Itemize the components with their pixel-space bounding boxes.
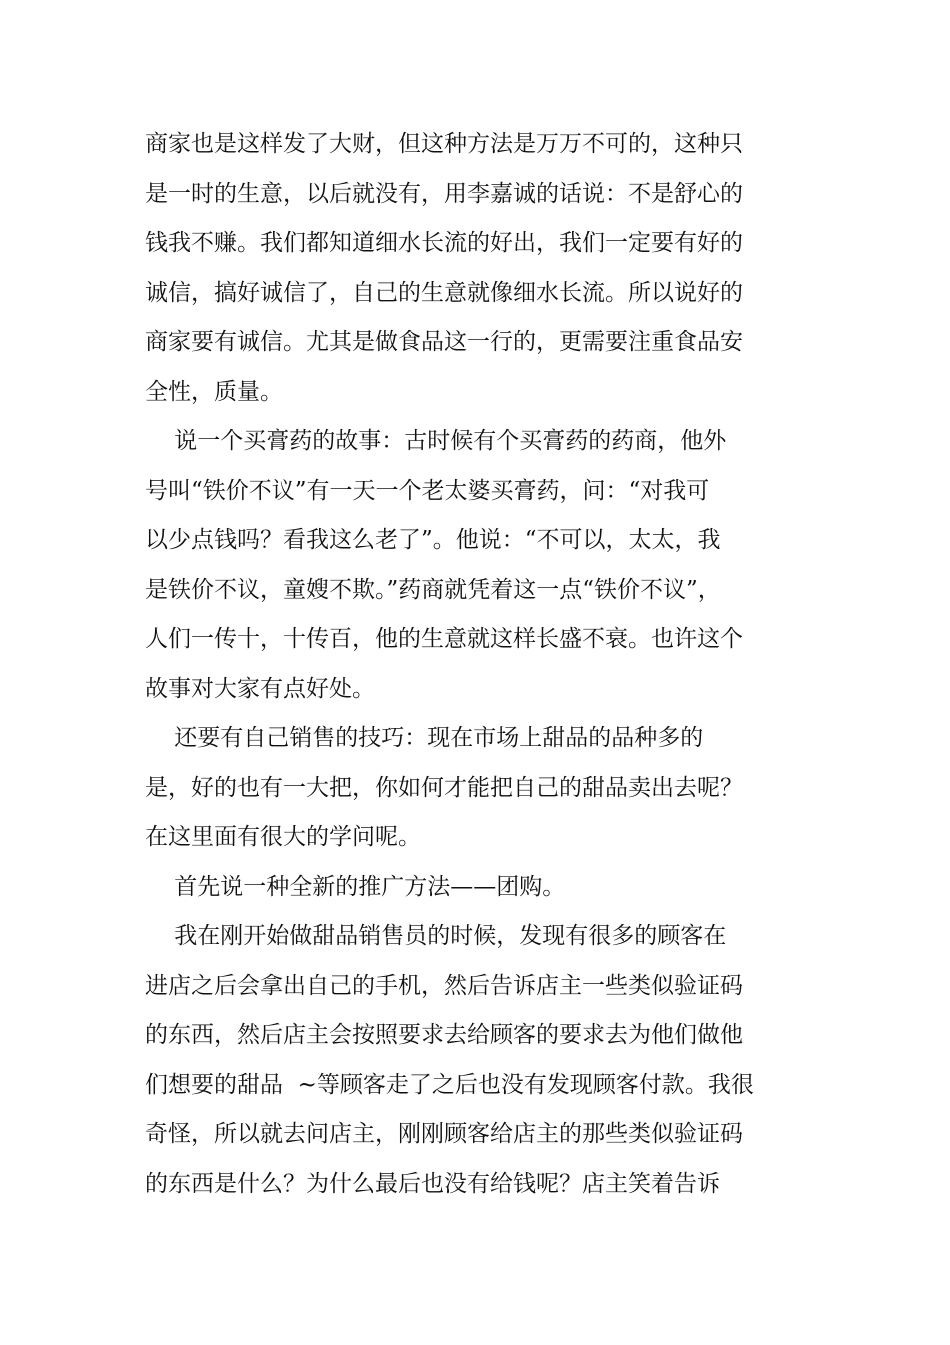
text-line: 在这里面有很大的学问呢。 xyxy=(145,824,421,850)
text-line: 是铁价不议，童嫂不欺。”药商就凭着这一点“铁价不议”， xyxy=(145,576,721,603)
text-line: 进店之后会拿出自己的手机，然后告诉店主一些类似验证码 xyxy=(145,972,743,999)
text-line: 是，好的也有一大把，你如何才能把自己的甜品卖出去呢？ xyxy=(145,774,743,801)
text-line: 说一个买膏药的故事：古时候有个买膏药的药商，他外 xyxy=(145,428,727,454)
text-line: 我在刚开始做甜品销售员的时候，发现有很多的顾客在 xyxy=(145,923,727,949)
text-line: 的东西是什么？为什么最后也没有给钱呢？店主笑着告诉 xyxy=(145,1170,720,1197)
text-line: 奇怪，所以就去问店主，刚刚顾客给店主的那些类似验证码 xyxy=(145,1121,743,1147)
text-line: 诚信，搞好诚信了，自己的生意就像细水长流。所以说好的 xyxy=(145,279,743,306)
text-line: 商家要有诚信。尤其是做食品这一行的，更需要注重食品安 xyxy=(145,329,743,355)
text-line: 商家也是这样发了大财，但这种方法是万万不可的，这种只 xyxy=(145,131,743,157)
text-line: 的东西，然后店主会按照要求去给顾客的要求去为他们做他 xyxy=(145,1022,743,1048)
body-text xyxy=(145,120,755,1209)
text-line: 钱我不赚。我们都知道细水长流的好出，我们一定要有好的 xyxy=(145,230,743,256)
text-line: 还要有自己销售的技巧：现在市场上甜品的品种多的 xyxy=(145,725,704,751)
text-line: 全性，质量。 xyxy=(145,378,283,405)
text-line: 号叫“铁价不议”有一天一个老太婆买膏药，问：“对我可 xyxy=(145,477,710,504)
text-line: 们想要的甜品 ~等顾客走了之后也没有发现顾客付款。我很 xyxy=(145,1071,754,1098)
text-line: 人们一传十，十传百，他的生意就这样长盛不衰。也许这个 xyxy=(145,626,743,652)
text-line: 首先说一种全新的推广方法——团购。 xyxy=(145,873,566,900)
text-line: 故事对大家有点好处。 xyxy=(145,675,375,702)
text-line: 是一时的生意，以后就没有，用李嘉诚的话说：不是舒心的 xyxy=(145,180,743,207)
text-line: 以少点钱吗？看我这么老了”。他说：“不可以，太太，我 xyxy=(145,527,721,553)
